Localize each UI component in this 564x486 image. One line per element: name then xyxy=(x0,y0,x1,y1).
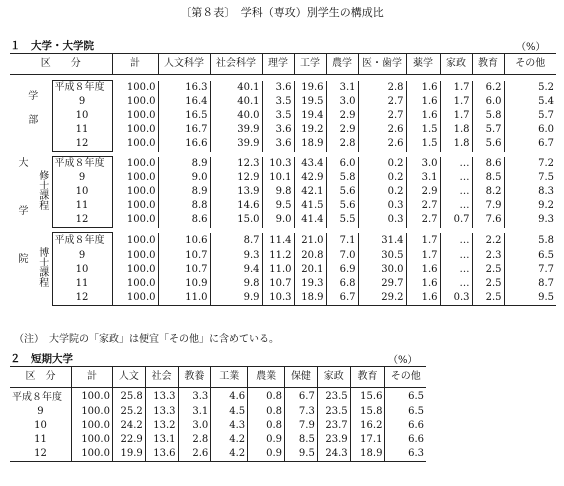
cell-value: 2.6 xyxy=(358,123,406,137)
cell-value: 3.0 xyxy=(326,95,358,109)
group-label: 修士課程 xyxy=(36,169,48,210)
cell-value: 23.7 xyxy=(317,419,350,433)
column-header: 教養 xyxy=(178,367,211,388)
cell-value: 100.0 xyxy=(112,109,158,123)
cell-value: … xyxy=(440,157,472,172)
cell-value: 3.6 xyxy=(262,137,294,152)
cell-value: 40.1 xyxy=(210,95,262,109)
cell-value: 0.3 xyxy=(440,291,472,306)
junior-college-table xyxy=(10,366,426,462)
cell-value: 9.4 xyxy=(210,263,262,277)
cell-value: 15.6 xyxy=(350,388,385,406)
cell-value: 1.7 xyxy=(406,233,440,250)
cell-value: 10.7 xyxy=(158,263,210,277)
cell-value: 7.9 xyxy=(472,199,504,213)
cell-value: 0.3 xyxy=(358,213,406,228)
row-year: 11 xyxy=(52,277,112,291)
cell-value: 1.7 xyxy=(406,249,440,263)
cell-value: 100.0 xyxy=(71,405,112,419)
cell-value: 7.6 xyxy=(472,213,504,228)
cell-value: 5.7 xyxy=(472,123,504,137)
row-year: 9 xyxy=(52,95,112,109)
table-row xyxy=(10,263,556,277)
cell-value: 2.9 xyxy=(406,185,440,199)
cell-value: 1.8 xyxy=(440,137,472,152)
cell-value: 100.0 xyxy=(112,185,158,199)
cell-value: 1.7 xyxy=(440,95,472,109)
table-row xyxy=(10,157,556,172)
cell-value: 100.0 xyxy=(71,419,112,433)
section2-heading: ２ 短期大学 xyxy=(10,353,73,365)
row-year: 12 xyxy=(52,213,112,228)
row-year: 平成８年度 xyxy=(52,81,112,96)
cell-value: 13.3 xyxy=(145,405,178,419)
cell-value: 30.0 xyxy=(358,263,406,277)
cell-value: 1.7 xyxy=(440,81,472,96)
cell-value: 3.1 xyxy=(326,81,358,96)
cell-value: 6.7 xyxy=(538,138,555,150)
table-row xyxy=(10,433,426,447)
row-year: 10 xyxy=(52,185,112,199)
cell-value: 20.8 xyxy=(294,249,326,263)
cell-value: 100.0 xyxy=(112,171,158,185)
cell-value: 5.6 xyxy=(472,137,504,152)
cell-value: 23.5 xyxy=(317,405,350,419)
column-header: 保健 xyxy=(285,367,318,388)
cell-value: 6.5 xyxy=(408,390,424,402)
cell-value: 19.4 xyxy=(294,109,326,123)
cell-value: 30.5 xyxy=(358,249,406,263)
row-year: 平成８年度 xyxy=(52,233,112,250)
cell-value: 13.2 xyxy=(145,419,178,433)
cell-value: 10.7 xyxy=(158,249,210,263)
cell-value: 10.6 xyxy=(158,233,210,250)
table-row xyxy=(10,185,556,199)
cell-value: 40.1 xyxy=(210,81,262,96)
cell-value: 16.4 xyxy=(158,95,210,109)
cell-value: 16.3 xyxy=(158,81,210,96)
cell-value: 100.0 xyxy=(71,447,112,462)
cell-value: 25.8 xyxy=(112,388,145,406)
cell-value: 9.0 xyxy=(158,171,210,185)
cell-value: 18.9 xyxy=(294,291,326,306)
cell-value: 1.6 xyxy=(406,263,440,277)
graduate-label: 大学院 xyxy=(16,156,27,301)
cell-value: 3.5 xyxy=(262,109,294,123)
cell-value: 5.5 xyxy=(326,213,358,228)
cell-value: 12.3 xyxy=(210,157,262,172)
cell-value: 100.0 xyxy=(112,233,158,250)
cell-value: 2.5 xyxy=(472,291,504,306)
cell-value: 8.7 xyxy=(210,233,262,250)
cell-value: 100.0 xyxy=(112,213,158,228)
cell-value: 24.2 xyxy=(112,419,145,433)
row-year: 平成８年度 xyxy=(10,388,71,406)
cell-value: 9.9 xyxy=(210,291,262,306)
cell-value: 0.8 xyxy=(248,419,285,433)
cell-value: 11.4 xyxy=(262,233,294,250)
cell-value: 2.8 xyxy=(178,433,211,447)
cell-value: 6.2 xyxy=(472,81,504,96)
cell-value: 8.9 xyxy=(158,185,210,199)
cell-value: 6.7 xyxy=(285,388,318,406)
cell-value: 2.5 xyxy=(472,277,504,291)
cell-value: 100.0 xyxy=(112,249,158,263)
section1-unit: （%） xyxy=(516,42,546,53)
row-year: 12 xyxy=(52,291,112,306)
row-year: 平成８年度 xyxy=(52,157,112,172)
cell-value: 19.5 xyxy=(294,95,326,109)
cell-value: 25.2 xyxy=(112,405,145,419)
cell-value: 6.7 xyxy=(326,291,358,306)
cell-value: 11.0 xyxy=(262,263,294,277)
cell-value: 4.5 xyxy=(211,405,248,419)
column-header: 家政 xyxy=(317,367,350,388)
table-row xyxy=(10,405,426,419)
cell-value: 10.3 xyxy=(262,291,294,306)
cell-value: 8.8 xyxy=(158,199,210,213)
cell-value: 7.1 xyxy=(326,233,358,250)
cell-value: 5.6 xyxy=(326,185,358,199)
row-year: 11 xyxy=(52,123,112,137)
cell-value: 23.9 xyxy=(317,433,350,447)
cell-value: 6.6 xyxy=(408,420,424,431)
cell-value: 1.7 xyxy=(440,109,472,123)
column-header: その他 xyxy=(385,367,426,388)
cell-value: 7.9 xyxy=(285,419,318,433)
cell-value: 7.7 xyxy=(538,264,555,275)
column-header: 社会科学 xyxy=(210,54,262,75)
table-row xyxy=(10,137,556,152)
column-header: 家政 xyxy=(440,54,472,75)
cell-value: 5.7 xyxy=(538,110,555,121)
cell-value: 42.1 xyxy=(294,185,326,199)
cell-value: 9.2 xyxy=(538,200,555,211)
column-header: その他 xyxy=(504,54,556,75)
cell-value: 10.1 xyxy=(262,171,294,185)
cell-value: … xyxy=(440,263,472,277)
cell-value: 6.0 xyxy=(472,95,504,109)
cell-value: 19.9 xyxy=(112,447,145,462)
cell-value: 5.8 xyxy=(538,234,555,246)
cell-value: 1.5 xyxy=(406,137,440,152)
row-year: 9 xyxy=(52,171,112,185)
cell-value: 3.3 xyxy=(178,388,211,406)
cell-value: 4.2 xyxy=(211,447,248,462)
column-header: 教育 xyxy=(350,367,385,388)
cell-value: 0.2 xyxy=(358,171,406,185)
cell-value: 2.8 xyxy=(326,137,358,152)
cell-value: 6.8 xyxy=(326,277,358,291)
cell-value: 5.6 xyxy=(326,199,358,213)
university-table xyxy=(10,53,556,306)
cell-value: 100.0 xyxy=(71,388,112,406)
cell-value: 0.9 xyxy=(248,433,285,447)
cell-value: 2.9 xyxy=(326,109,358,123)
table-row xyxy=(10,171,556,185)
table-row xyxy=(10,447,426,462)
cell-value: 10.3 xyxy=(262,157,294,172)
table-row xyxy=(10,388,426,406)
cell-value: 0.3 xyxy=(358,199,406,213)
cell-value: 2.6 xyxy=(178,447,211,462)
cell-value: 2.6 xyxy=(358,137,406,152)
cell-value: 8.3 xyxy=(538,186,555,197)
cell-value: 100.0 xyxy=(112,199,158,213)
table-row xyxy=(10,81,556,96)
cell-value: 13.3 xyxy=(145,388,178,406)
row-year: 11 xyxy=(10,433,71,447)
cell-value: 11.2 xyxy=(262,249,294,263)
cell-value: 0.9 xyxy=(248,447,285,462)
row-year: 12 xyxy=(10,447,71,462)
cell-value: 42.9 xyxy=(294,171,326,185)
cell-value: 9.8 xyxy=(262,185,294,199)
cell-value: 2.9 xyxy=(326,123,358,137)
cell-value: 1.6 xyxy=(406,109,440,123)
cell-value: 39.9 xyxy=(210,137,262,152)
cell-value: 0.2 xyxy=(358,157,406,172)
row-year: 11 xyxy=(52,199,112,213)
cell-value: 3.6 xyxy=(262,81,294,96)
cell-value: 3.0 xyxy=(406,157,440,172)
corner-header: 区 分 xyxy=(10,54,112,75)
cell-value: 100.0 xyxy=(112,137,158,152)
column-header: 教育 xyxy=(472,54,504,75)
cell-value: 40.0 xyxy=(210,109,262,123)
cell-value: 14.6 xyxy=(210,199,262,213)
table-row xyxy=(10,249,556,263)
cell-value: 16.5 xyxy=(158,109,210,123)
row-year: 12 xyxy=(52,137,112,152)
cell-value: 9.3 xyxy=(210,249,262,263)
cell-value: 16.2 xyxy=(350,419,385,433)
cell-value: 8.5 xyxy=(285,433,318,447)
cell-value: 100.0 xyxy=(112,157,158,172)
column-header: 薬学 xyxy=(406,54,440,75)
cell-value: 6.6 xyxy=(408,434,424,445)
cell-value: 15.8 xyxy=(350,405,385,419)
header-row xyxy=(10,54,556,75)
cell-value: 21.0 xyxy=(294,233,326,250)
table-row xyxy=(10,109,556,123)
cell-value: 3.5 xyxy=(262,95,294,109)
cell-value: 6.9 xyxy=(326,263,358,277)
column-header: 理学 xyxy=(262,54,294,75)
column-header: 農業 xyxy=(248,367,285,388)
cell-value: 13.6 xyxy=(145,447,178,462)
row-year: 10 xyxy=(10,419,71,433)
cell-value: 0.8 xyxy=(248,405,285,419)
cell-value: … xyxy=(440,277,472,291)
table-row xyxy=(10,123,556,137)
cell-value: 19.3 xyxy=(294,277,326,291)
section2-unit: （%） xyxy=(388,355,418,366)
table-row xyxy=(10,419,426,433)
cell-value: 8.5 xyxy=(472,171,504,185)
cell-value: 2.3 xyxy=(472,249,504,263)
table-row xyxy=(10,199,556,213)
cell-value: 13.1 xyxy=(145,433,178,447)
cell-value: 8.2 xyxy=(472,185,504,199)
cell-value: 41.4 xyxy=(294,213,326,228)
cell-value: 16.7 xyxy=(158,123,210,137)
cell-value: 9.8 xyxy=(210,277,262,291)
table-row xyxy=(10,291,556,306)
cell-value: … xyxy=(440,171,472,185)
cell-value: 4.3 xyxy=(211,419,248,433)
table-note: （注） 大学院の「家政」は便宜「その他」に含めている。 xyxy=(14,334,279,345)
cell-value: 2.2 xyxy=(472,233,504,250)
cell-value: 6.5 xyxy=(408,406,424,417)
cell-value: 4.2 xyxy=(211,433,248,447)
cell-value: 7.3 xyxy=(285,405,318,419)
table-title: 〔第８表〕 学科（専攻）別学生の構成比 xyxy=(180,6,384,19)
column-header: 農学 xyxy=(326,54,358,75)
cell-value: 8.9 xyxy=(158,157,210,172)
cell-value: 2.5 xyxy=(472,263,504,277)
column-header: 計 xyxy=(71,367,112,388)
cell-value: 5.2 xyxy=(538,81,555,93)
row-year: 9 xyxy=(10,405,71,419)
cell-value: 100.0 xyxy=(112,95,158,109)
cell-value: 3.1 xyxy=(178,405,211,419)
cell-value: 1.8 xyxy=(440,123,472,137)
table-row xyxy=(10,95,556,109)
column-header: 医・歯学 xyxy=(358,54,406,75)
column-header: 人文科学 xyxy=(158,54,210,75)
cell-value: 9.5 xyxy=(504,291,556,306)
cell-value: 2.7 xyxy=(358,109,406,123)
cell-value: 7.5 xyxy=(538,172,555,183)
cell-value: … xyxy=(440,185,472,199)
cell-value: 8.6 xyxy=(158,213,210,228)
corner-header: 区 分 xyxy=(10,367,71,388)
cell-value: 100.0 xyxy=(112,277,158,291)
cell-value: 29.7 xyxy=(358,277,406,291)
cell-value: 100.0 xyxy=(112,123,158,137)
group-label: 学部 xyxy=(25,89,37,138)
cell-value: 9.5 xyxy=(262,199,294,213)
cell-value: 17.1 xyxy=(350,433,385,447)
cell-value: 39.9 xyxy=(210,123,262,137)
cell-value: 9.3 xyxy=(538,214,555,226)
cell-value: 4.6 xyxy=(211,388,248,406)
cell-value: 9.0 xyxy=(262,213,294,228)
cell-value: 24.3 xyxy=(317,447,350,462)
cell-value: 13.9 xyxy=(210,185,262,199)
cell-value: 19.2 xyxy=(294,123,326,137)
cell-value: 15.0 xyxy=(210,213,262,228)
cell-value: 5.8 xyxy=(326,171,358,185)
cell-value: 100.0 xyxy=(112,291,158,306)
cell-value: 7.0 xyxy=(326,249,358,263)
header-row xyxy=(10,367,426,388)
cell-value: 1.6 xyxy=(406,277,440,291)
cell-value: 31.4 xyxy=(358,233,406,250)
cell-value: 8.7 xyxy=(538,278,555,289)
section1-heading: １ 大学・大学院 xyxy=(10,40,94,52)
cell-value: 23.5 xyxy=(317,388,350,406)
cell-value: 6.0 xyxy=(326,157,358,172)
cell-value: … xyxy=(440,249,472,263)
cell-value: 6.3 xyxy=(385,447,426,462)
table-row xyxy=(10,233,556,250)
row-year: 10 xyxy=(52,109,112,123)
cell-value: 18.9 xyxy=(350,447,385,462)
cell-value: 1.6 xyxy=(406,95,440,109)
cell-value: 1.6 xyxy=(406,291,440,306)
cell-value: 11.0 xyxy=(158,291,210,306)
cell-value: 2.7 xyxy=(406,213,440,228)
cell-value: 22.9 xyxy=(112,433,145,447)
cell-value: 100.0 xyxy=(112,263,158,277)
cell-value: 43.4 xyxy=(294,157,326,172)
group-label: 博士課程 xyxy=(36,246,48,287)
column-header: 工業 xyxy=(211,367,248,388)
cell-value: 10.9 xyxy=(158,277,210,291)
cell-value: 3.1 xyxy=(406,171,440,185)
cell-value: 20.1 xyxy=(294,263,326,277)
cell-value: 6.0 xyxy=(538,124,555,135)
cell-value: 3.0 xyxy=(178,419,211,433)
column-header: 人文 xyxy=(112,367,145,388)
cell-value: 1.6 xyxy=(406,81,440,96)
row-year: 10 xyxy=(52,263,112,277)
cell-value: 9.5 xyxy=(285,447,318,462)
cell-value: 5.8 xyxy=(472,109,504,123)
cell-value: 0.8 xyxy=(248,388,285,406)
cell-value: 6.5 xyxy=(538,250,555,261)
cell-value: 19.6 xyxy=(294,81,326,96)
cell-value: 10.7 xyxy=(262,277,294,291)
cell-value: 0.7 xyxy=(440,213,472,228)
cell-value: 1.5 xyxy=(406,123,440,137)
cell-value: 2.8 xyxy=(358,81,406,96)
cell-value: 41.5 xyxy=(294,199,326,213)
cell-value: 100.0 xyxy=(71,433,112,447)
row-year: 9 xyxy=(52,249,112,263)
cell-value: … xyxy=(440,199,472,213)
cell-value: 12.9 xyxy=(210,171,262,185)
column-header: 工学 xyxy=(294,54,326,75)
cell-value: … xyxy=(440,233,472,250)
cell-value: 3.6 xyxy=(262,123,294,137)
column-header: 社会 xyxy=(145,367,178,388)
cell-value: 8.6 xyxy=(472,157,504,172)
cell-value: 0.2 xyxy=(358,185,406,199)
table-row xyxy=(10,213,556,228)
column-header: 計 xyxy=(112,54,158,75)
cell-value: 16.6 xyxy=(158,137,210,152)
cell-value: 100.0 xyxy=(112,81,158,96)
cell-value: 2.7 xyxy=(358,95,406,109)
cell-value: 2.7 xyxy=(406,199,440,213)
cell-value: 29.2 xyxy=(358,291,406,306)
table-row xyxy=(10,277,556,291)
cell-value: 18.9 xyxy=(294,137,326,152)
cell-value: 7.2 xyxy=(538,157,555,169)
cell-value: 5.4 xyxy=(538,96,555,107)
